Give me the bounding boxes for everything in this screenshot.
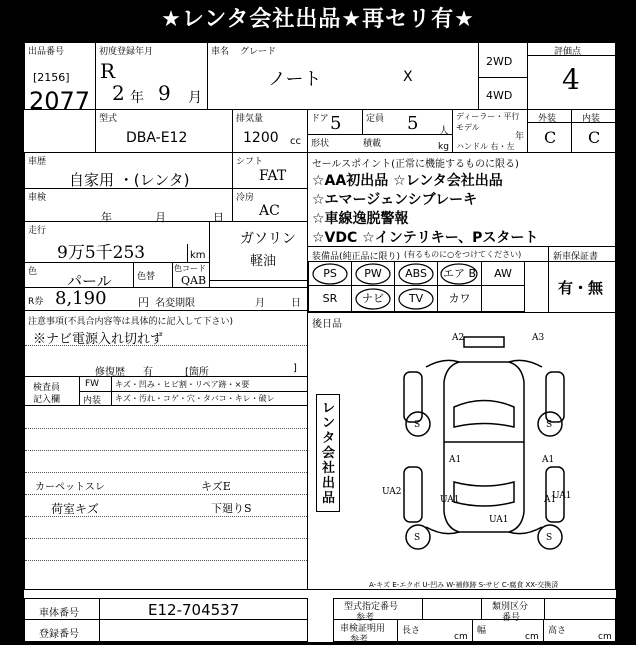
checker-in-text: キズ・汚れ・コゲ・穴・タバコ・キレ・破レ — [115, 394, 275, 403]
capacity-unit: 人 — [439, 126, 449, 137]
checker-cell — [24, 376, 308, 406]
fuel-gasoline: ガソリン — [240, 231, 296, 247]
mark-ua1-side: UA1 — [552, 491, 572, 501]
exterior-value: C — [544, 128, 557, 147]
dealer-label: ディーラー・平行 — [456, 112, 520, 121]
inspection-day: 日 — [213, 211, 224, 224]
capacity-cell — [362, 109, 453, 135]
eq-tv: TV — [394, 285, 438, 312]
checker-fw-text: キズ・凹み・ヒビ割・リペア跡・×要 — [115, 380, 250, 389]
first-reg-month-unit: 月 — [188, 90, 202, 106]
mileage-cell — [24, 221, 210, 263]
notes-cell — [24, 310, 308, 377]
free-area — [24, 405, 308, 590]
width-cell — [472, 619, 544, 642]
mileage-label: 走行 — [28, 226, 47, 236]
repair-value: 有 — [143, 367, 153, 378]
change-day: 日 — [291, 298, 301, 309]
displacement-value: 1200 — [243, 130, 279, 146]
length-cell — [397, 619, 473, 642]
interior-value: C — [588, 128, 601, 147]
car-diagram — [364, 332, 614, 562]
displacement-label: 排気量 — [236, 114, 264, 124]
mark-a3: A3 — [532, 333, 545, 343]
rental-stamp-text: レンタ会社出品 — [322, 401, 336, 506]
note-carpet: カーペットスレ — [35, 482, 105, 493]
length-cm: cm — [454, 632, 468, 642]
eq-abs: ABS — [394, 261, 438, 286]
recycle-cell — [24, 287, 308, 311]
first-reg-era: R — [100, 59, 116, 83]
doors-label: ドア — [311, 114, 329, 124]
displacement-unit: cc — [290, 136, 301, 147]
sales-line-2: ☆エマージェンシブレーキ — [312, 192, 478, 208]
warranty-label: 新車保証書 — [553, 252, 599, 262]
first-reg-year: 2 — [112, 81, 125, 105]
diagram-legend: A-キズ E-エクボ U-凹み W-補修跡 S-サビ C-腐食 XX-交換済 — [369, 581, 559, 589]
eq-navi: ナビ — [351, 285, 395, 312]
drive-cell — [478, 42, 528, 110]
mark-ua1-left: UA1 — [440, 495, 460, 505]
score-cell — [527, 42, 616, 110]
mark-s-fl: S — [414, 420, 421, 430]
eq-pw: PW — [351, 261, 395, 286]
shift-label: シフト — [236, 157, 264, 167]
shift-cell — [232, 152, 308, 189]
aircon-value: AC — [259, 203, 280, 219]
model-value: DBA-E12 — [126, 130, 188, 146]
change-label: 名変期限 — [155, 298, 195, 309]
color-code-label: 色コード — [174, 264, 206, 273]
handle-label: ハンドル 右・左 — [456, 142, 515, 151]
type-designation-label: 型式指定番号 — [344, 602, 399, 612]
type-designation-value — [422, 598, 482, 620]
color-value: パール — [67, 272, 112, 290]
aircon-label: 冷房 — [236, 193, 255, 203]
aircon-cell — [232, 188, 308, 222]
rental-stamp — [316, 394, 340, 512]
class-label: 類別区分 — [492, 602, 529, 612]
notes-label: 注意事項(不具合内容等は具体的に記入して下さい) — [28, 317, 234, 327]
mark-a1-rear: A1 — [544, 495, 557, 505]
score-label: 評価点 — [554, 47, 582, 57]
dealer-model-label: モデル — [456, 123, 480, 132]
interior-label: 内装 — [582, 114, 601, 124]
frame-value: E12-704537 — [148, 601, 240, 619]
usage-value: 自家用 ・(レンタ) — [69, 171, 190, 189]
drive-2wd: 2WD — [486, 55, 513, 68]
warranty-value: 有・無 — [558, 279, 604, 297]
score-value: 4 — [562, 63, 580, 96]
sales-points-label: セールスポイント(正常に機能するものに限る) — [312, 159, 519, 170]
inspection-month: 月 — [155, 211, 166, 224]
sales-line-1: ☆AA初出品 ☆レンタ会社出品 — [312, 173, 503, 189]
lot-label: 出品番号 — [28, 47, 65, 57]
note-underbody: 下廻りS — [211, 502, 252, 515]
frame-value-cell — [99, 598, 308, 620]
shape-cell — [307, 134, 453, 153]
equipment-sublabel: (有るものに○をつけてください) — [404, 250, 522, 259]
frame-label-cell — [24, 598, 100, 620]
first-reg-label: 初度登録年月 — [99, 47, 154, 57]
height-cm: cm — [598, 632, 612, 642]
mark-ua2: UA2 — [382, 487, 402, 497]
mark-s-rr: S — [546, 533, 553, 543]
auction-sheet — [24, 42, 616, 645]
car-name-cell — [207, 42, 479, 110]
fuel-cell — [209, 221, 308, 281]
mileage-value: 9万5千253 — [57, 243, 146, 263]
mark-a1-left: A1 — [449, 455, 462, 465]
length-label: 長さ — [402, 626, 421, 636]
certificate-label: 車検証明用 — [340, 624, 386, 634]
height-cell — [543, 619, 616, 642]
grade-value: X — [403, 69, 413, 85]
color-cell — [24, 262, 134, 288]
exterior-cell — [527, 109, 572, 153]
reg-label-cell — [24, 619, 100, 642]
drive-4wd: 4WD — [486, 89, 513, 102]
usage-cell — [24, 152, 233, 189]
mileage-unit: km — [190, 250, 206, 261]
certificate-sub: 参考 — [350, 635, 369, 645]
color-code-cell — [172, 262, 210, 288]
repair-label: 修復歴 — [95, 367, 125, 378]
recycle-yen: 円 — [138, 296, 149, 309]
equipment-circles — [308, 261, 526, 313]
doors-value: 5 — [330, 113, 342, 134]
class-value — [544, 598, 616, 620]
sales-line-3: ☆車線逸脱警報 — [312, 211, 409, 227]
lot-sub: [2156] — [33, 71, 70, 84]
color-exchange-label: 色替 — [137, 272, 156, 282]
exterior-label: 外装 — [538, 114, 557, 124]
interior-cell — [571, 109, 616, 153]
width-cm: cm — [525, 632, 539, 642]
eq-ps: PS — [308, 261, 352, 286]
usage-label: 車歴 — [28, 157, 47, 167]
recycle-label: R券 — [28, 297, 44, 307]
class-sub: 番号 — [502, 613, 521, 623]
car-name-value: ノート — [268, 69, 322, 90]
class-cell — [481, 598, 545, 623]
repair-place: [箇所 — [185, 367, 209, 378]
car-name-label: 車名 — [211, 47, 230, 57]
checker-label2: 記入欄 — [33, 395, 61, 405]
dealer-cell — [452, 109, 528, 153]
change-month: 月 — [255, 298, 265, 309]
load-label: 積載 — [363, 139, 382, 149]
first-reg-cell — [95, 42, 208, 110]
repair-close: ] — [293, 363, 297, 374]
grade-label: グレード — [240, 47, 277, 57]
certificate-cell — [333, 619, 398, 645]
kg-label: kg — [438, 142, 449, 152]
lot-number: 2077 — [29, 87, 91, 115]
capacity-value: 5 — [407, 113, 419, 134]
note-luggage: 荷室キズ — [51, 502, 99, 516]
checker-fw: FW — [85, 379, 100, 389]
type-designation-cell — [333, 598, 423, 623]
eq-airbag: エア B — [437, 261, 482, 286]
mark-ua1-rear: UA1 — [489, 515, 509, 525]
eq-sr: SR — [308, 285, 352, 312]
doors-cell — [307, 109, 363, 135]
mark-s-fr: S — [546, 420, 553, 430]
model-cell — [95, 109, 233, 153]
shift-value: FAT — [259, 168, 287, 184]
type-designation-sub: 参考 — [356, 613, 375, 623]
sales-points-cell — [307, 152, 616, 247]
note-scratch-e: キズE — [201, 480, 231, 493]
dealer-year-unit: 年 — [515, 132, 525, 142]
mark-a2: A2 — [452, 333, 465, 343]
banner-title: ★レンタ会社出品★再セリ有★ — [0, 0, 636, 40]
equipment-label: 装備品(純正品に限り) — [312, 252, 401, 262]
inspection-cell — [24, 188, 233, 222]
first-reg-month: 9 — [158, 81, 171, 105]
mark-a1-right: A1 — [542, 455, 555, 465]
checker-in: 内装 — [83, 396, 102, 406]
height-label: 高さ — [548, 626, 567, 636]
inspection-label: 車検 — [28, 193, 47, 203]
frame-label: 車体番号 — [39, 608, 79, 619]
fuel-diesel: 軽油 — [250, 254, 277, 269]
notes-text: ※ナビ電源入れ切れず — [33, 332, 164, 347]
inspection-year: 年 — [101, 211, 112, 224]
reg-label: 登録番号 — [39, 629, 79, 640]
after-label: 後日品 — [312, 319, 342, 330]
sales-line-4: ☆VDC ☆インテリキー、Pスタート — [312, 230, 539, 246]
color-label: 色 — [28, 267, 38, 277]
color-exchange-cell — [133, 262, 173, 288]
mark-s-rl: S — [414, 533, 421, 543]
capacity-label: 定員 — [366, 114, 385, 124]
recycle-value: 8,190 — [55, 288, 107, 309]
shape-label: 形状 — [311, 139, 330, 149]
checker-label1: 検査員 — [33, 383, 61, 393]
displacement-cell — [232, 109, 308, 153]
eq-leather: カワ — [437, 285, 482, 312]
reg-value-cell — [99, 619, 308, 642]
model-label: 型式 — [99, 114, 118, 124]
lot-cell — [24, 42, 96, 115]
first-reg-year-unit: 年 — [130, 90, 144, 106]
color-code-value: QAB — [181, 274, 207, 287]
width-label: 幅 — [477, 626, 487, 636]
eq-aw: AW — [481, 261, 525, 286]
